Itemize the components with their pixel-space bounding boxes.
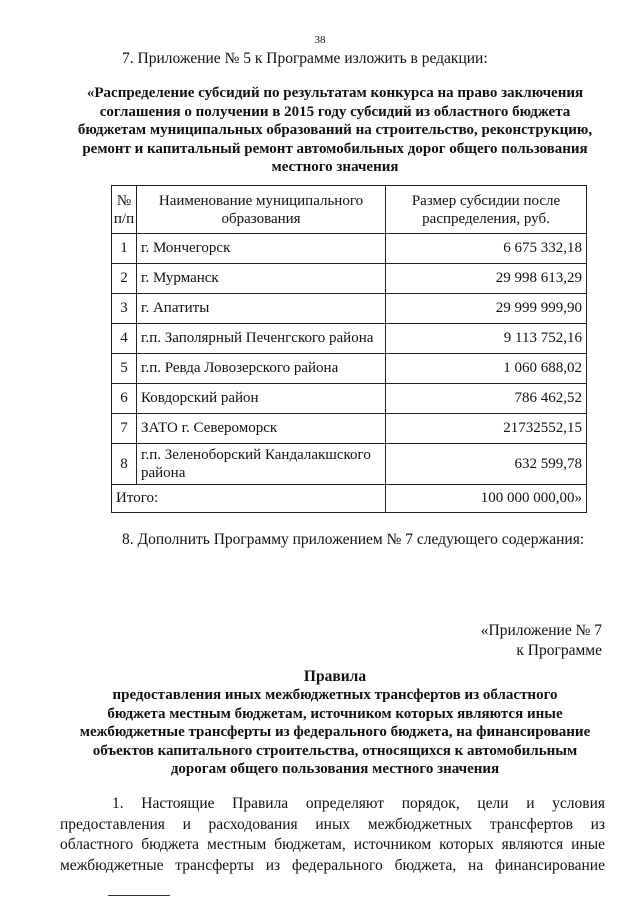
- row-amount: 786 462,52: [386, 384, 587, 414]
- row-amount: 21732552,15: [386, 414, 587, 444]
- row-num: 5: [112, 354, 137, 384]
- row-num: 7: [112, 414, 137, 444]
- table-row: [112, 354, 587, 384]
- rules-subtitle-line: предоставления иных межбюджетных трансфертов из областного: [112, 687, 558, 703]
- table-row: [112, 414, 587, 444]
- row-amount: 1 060 688,02: [386, 354, 587, 384]
- header-name-line: образования: [221, 210, 301, 227]
- table-row: [112, 444, 587, 485]
- row-name: Ковдорский район: [137, 384, 386, 414]
- row-name: г.п. Заполярный Печенгского района: [137, 324, 386, 354]
- heading-line: «Распределение субсидий по результатам конкурса на право заключения: [86, 85, 584, 101]
- header-num-line: №: [116, 192, 132, 209]
- paragraph-line: межбюджетные трансферты из федерального бюджета, на финансирование: [60, 856, 605, 874]
- header-amount-line: распределения, руб.: [422, 210, 550, 227]
- row-amount: 29 999 999,90: [386, 294, 587, 324]
- rules-subtitle-line: межбюджетные трансферты из федерального бюджета, на финансирование: [79, 724, 591, 740]
- row-name: г.п. Ревда Ловозерского района: [137, 354, 386, 384]
- appendix-ref-line: к Программе: [516, 642, 602, 659]
- total-label: Итого:: [112, 485, 386, 513]
- row-num: 6: [112, 384, 137, 414]
- header-num-line: п/п: [113, 210, 135, 227]
- appendix-ref-line: «Приложение № 7: [480, 622, 602, 639]
- row-name: г. Апатиты: [137, 294, 386, 324]
- row-amount: 29 998 613,29: [386, 264, 587, 294]
- header-name: [137, 186, 386, 234]
- row-name: ЗАТО г. Североморск: [137, 414, 386, 444]
- paragraph-line: областного бюджета местным бюджетам, источником которых являются иные: [60, 836, 605, 853]
- subsidy-table: [111, 185, 587, 513]
- table-total-row: [112, 485, 587, 513]
- footer-divider: [108, 895, 170, 896]
- row-num: 2: [112, 264, 137, 294]
- page-number: 38: [314, 34, 326, 46]
- appendix-reference: [481, 621, 602, 661]
- rules-subtitle: [60, 686, 610, 779]
- item-7-text: 7. Приложение № 5 к Программе изложить в редакции:: [122, 50, 488, 67]
- paragraph-line: предоставления и расходования иных межбюджетных трансфертов из: [60, 815, 605, 833]
- row-amount: 6 675 332,18: [386, 234, 587, 264]
- paragraph-line: 1. Настоящие Правила определяют порядок, цели и условия: [112, 795, 605, 812]
- distribution-heading: [60, 84, 610, 177]
- row-num: 1: [112, 234, 137, 264]
- row-num: 3: [112, 294, 137, 324]
- heading-line: ремонт и капитальный ремонт автомобильных дорог общего пользования: [82, 140, 588, 157]
- total-amount: 100 000 000,00»: [386, 485, 587, 513]
- header-amount-line: Размер субсидии после: [411, 192, 561, 209]
- row-name: г. Мончегорск: [137, 234, 386, 264]
- heading-line: местного значения: [271, 159, 399, 175]
- rules-subtitle-line: дорогам общего пользования местного значения: [170, 761, 500, 777]
- table-row: [112, 384, 587, 414]
- table-row: [112, 264, 587, 294]
- row-num: 8: [112, 444, 137, 485]
- row-amount: 632 599,78: [386, 444, 587, 485]
- row-num: 4: [112, 324, 137, 354]
- heading-line: бюджетам муниципальных образований на строительство, реконструкцию,: [77, 122, 593, 138]
- header-num: [112, 186, 137, 234]
- row-name: г.п. Зеленоборский Кандалакшского района: [137, 444, 386, 485]
- table-header-row: [112, 186, 587, 234]
- rules-title: Правила: [303, 668, 367, 685]
- header-amount: [386, 186, 587, 234]
- table-row: [112, 294, 587, 324]
- paragraph-1: [60, 794, 605, 876]
- table-row: [112, 324, 587, 354]
- row-name: г. Мурманск: [137, 264, 386, 294]
- item-8-text: 8. Дополнить Программу приложением № 7 следующего содержания:: [122, 531, 585, 548]
- heading-line: соглашения о получении в 2015 году субсидий из областного бюджета: [99, 103, 571, 120]
- header-name-line: Наименование муниципального: [158, 192, 364, 209]
- table-row: [112, 234, 587, 264]
- rules-subtitle-line: бюджета местным бюджетам, источником которых являются иные: [107, 705, 563, 722]
- row-amount: 9 113 752,16: [386, 324, 587, 354]
- rules-subtitle-line: объектов капитального строительства, относящихся к автомобильным: [92, 742, 578, 759]
